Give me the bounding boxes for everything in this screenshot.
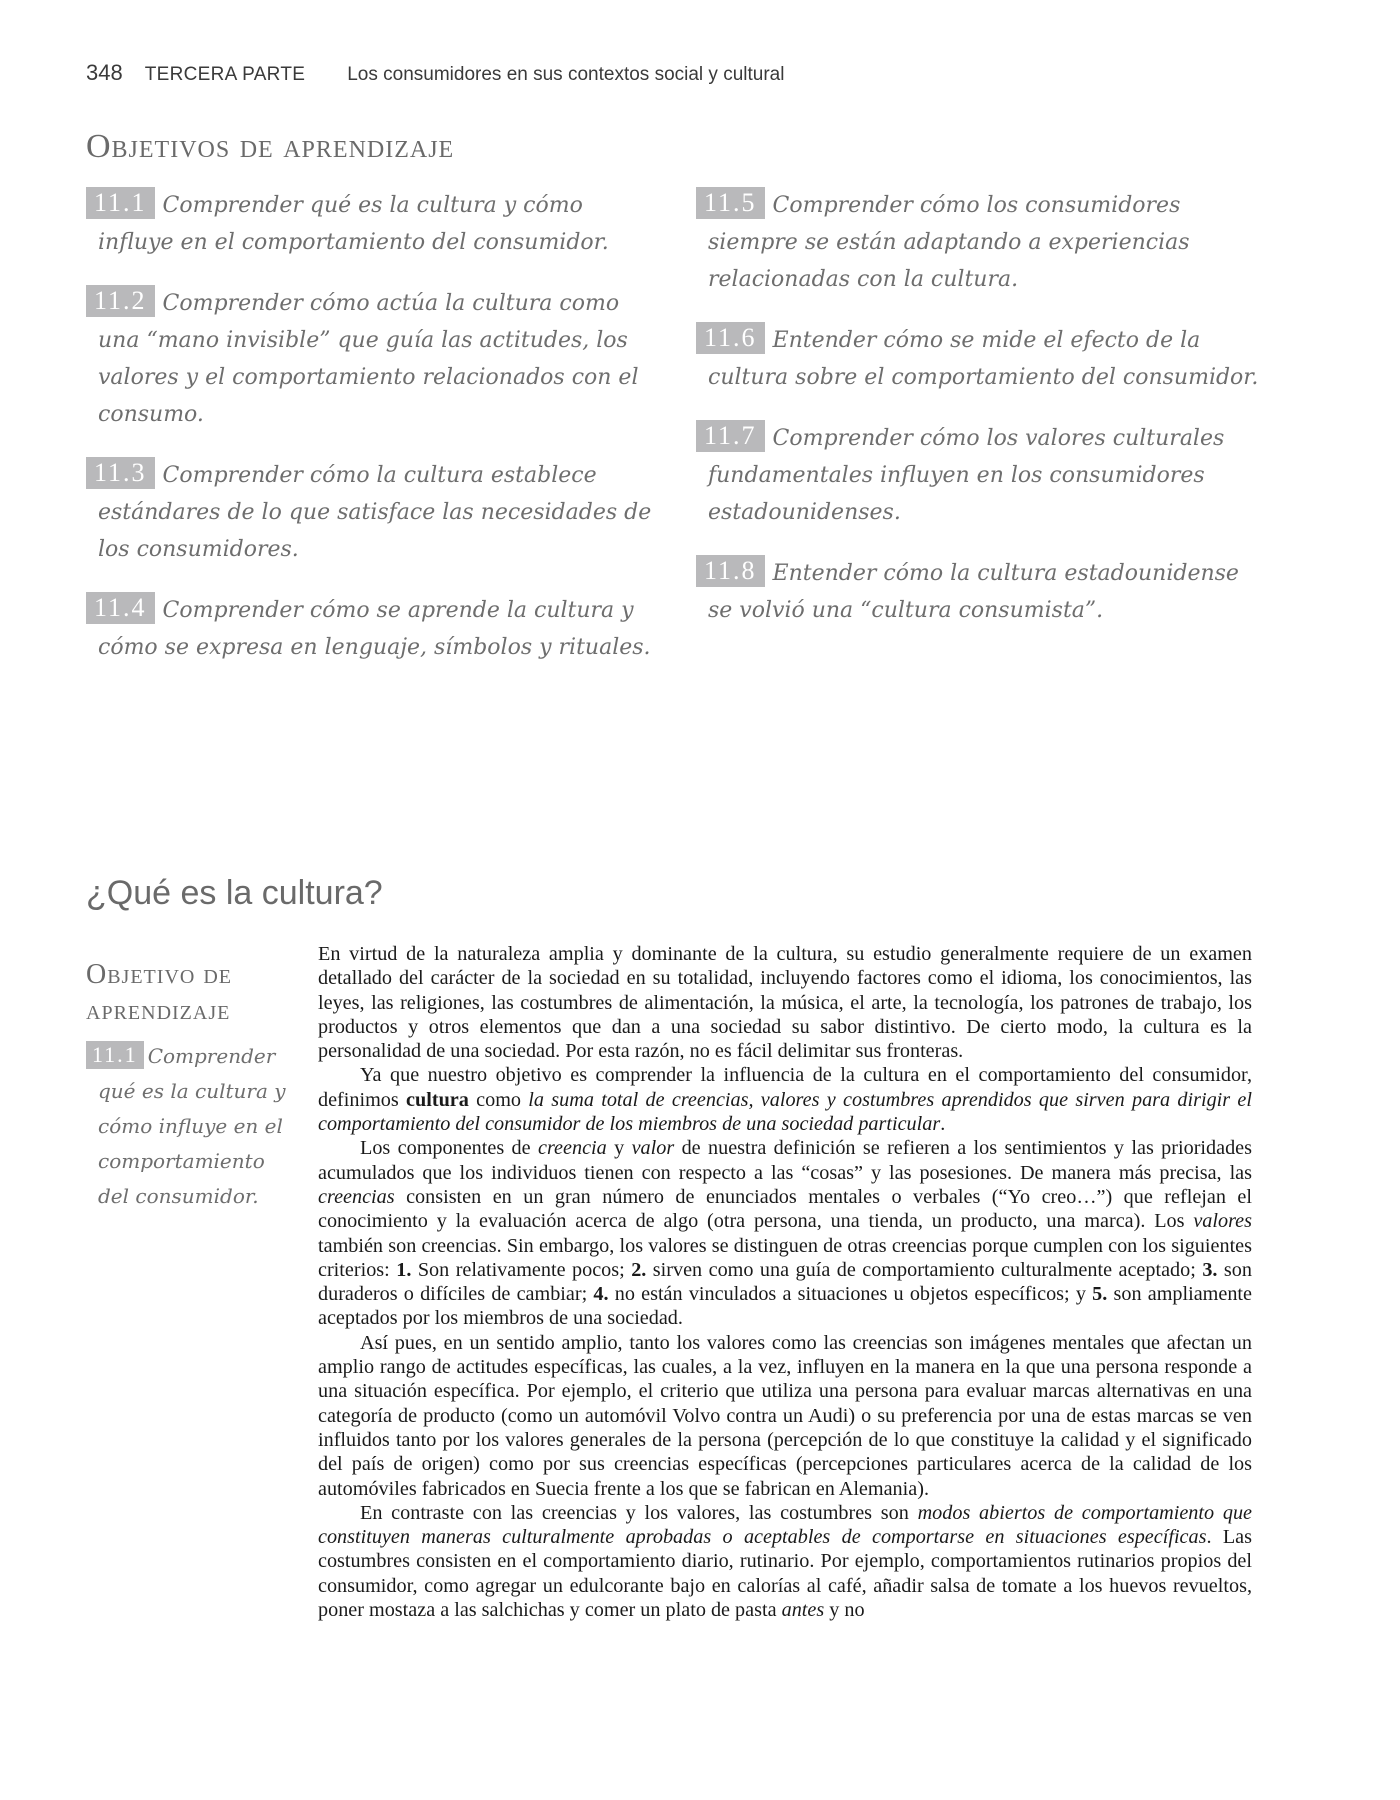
- objective-number-badge: 11.4: [86, 592, 155, 624]
- term-bold: cultura: [406, 1088, 469, 1111]
- list-number: 5.: [1092, 1283, 1108, 1306]
- margin-objective-box: [86, 957, 286, 1214]
- objective-item: [696, 322, 1266, 396]
- objectives-column-right: [696, 187, 1266, 690]
- objective-text: Entender cómo la cultura estadounidense se volvió una “cultura consumista”.: [708, 561, 1239, 623]
- objective-item: [86, 285, 656, 433]
- list-number: 4.: [593, 1283, 609, 1306]
- list-number: 2.: [631, 1258, 647, 1281]
- objective-number-badge: 11.5: [696, 187, 765, 219]
- text-run: y: [606, 1137, 632, 1160]
- objective-item: [86, 187, 656, 261]
- text-run: de nuestra definición se refieren a los sentimientos y las prioridades acumulados que los individuos tienen con respecto a las “cosas” y las posesiones. De manera más precisa, las: [318, 1137, 1252, 1184]
- objective-number-badge: 11.3: [86, 457, 155, 489]
- text-run: como: [468, 1088, 529, 1111]
- term-italic: creencias: [318, 1185, 395, 1208]
- objective-text: Comprender cómo los valores culturales fundamentales influyen en los consumidores estadounidenses.: [708, 426, 1225, 525]
- list-number: 1.: [396, 1258, 412, 1281]
- objective-text: Comprender cómo actúa la cultura como una “mano invisible” que guía las actitudes, los valores y el comportamiento relacionados con el consumo.: [98, 291, 639, 427]
- objective-item: [86, 592, 656, 666]
- objective-number-badge: 11.1: [86, 187, 155, 219]
- objectives-column-left: [86, 187, 656, 690]
- term-italic: creencia: [537, 1137, 607, 1160]
- objective-number-badge: 11.7: [696, 420, 765, 452]
- text-run: y no: [824, 1599, 865, 1622]
- page-number: 348: [86, 60, 123, 85]
- learning-objectives: [86, 187, 1266, 690]
- objective-item: [696, 420, 1266, 531]
- part-label: TERCERA PARTE: [144, 64, 306, 85]
- text-run: consisten en un gran número de enunciados mentales o verbales (“Yo creo…”) que reflejan el conocimiento y la evaluación acerca de algo (otra persona, una tienda, un producto, una marca). Los: [318, 1185, 1252, 1233]
- objective-text: Comprender cómo los consumidores siempre se están adaptando a experiencias relacionadas con la cultura.: [708, 193, 1190, 292]
- objective-number-badge: 11.2: [86, 285, 155, 317]
- list-number: 3.: [1202, 1258, 1218, 1281]
- text-run: Son relativamente pocos;: [411, 1258, 632, 1281]
- paragraph-3: [318, 1136, 1252, 1330]
- text-run: son duraderos o difíciles de cambiar;: [318, 1258, 1252, 1306]
- text-run: .: [940, 1113, 946, 1136]
- definition-italic: modos abiertos de comportamiento que constituyen maneras culturalmente aprobadas o aceptables de comportarse en situaciones específicas: [318, 1501, 1252, 1549]
- objectives-heading: Objetivos de aprendizaje: [86, 128, 455, 165]
- objective-text: Comprender cómo la cultura establece estándares de lo que satisface las necesidades de los consumidores.: [98, 463, 652, 562]
- margin-objective-text: Comprender qué es la cultura y cómo influye en el comportamiento del consumidor.: [98, 1044, 286, 1208]
- objective-item: [696, 555, 1266, 629]
- objective-text: Comprender qué es la cultura y cómo influye en el comportamiento del consumidor.: [98, 193, 609, 255]
- paragraph-1: En virtud de la naturaleza amplia y dominante de la cultura, su estudio generalmente requiere de un examen detallado del carácter de la sociedad en su totalidad, incluyendo factores como el idioma, los conocimientos, las leyes, las religiones, las costumbres de alimentación, la música, el arte, la tecnología, los patrones de trabajo, los productos y otros elementos que dan a una sociedad su sabor distintivo. De cierto modo, la cultura es la personalidad de una sociedad. Por esta razón, no es fácil delimitar sus fronteras.: [318, 943, 1252, 1063]
- text-run: no están vinculados a situaciones u objetos específicos; y: [608, 1283, 1093, 1306]
- section-title: ¿Qué es la cultura?: [86, 874, 383, 912]
- text-run: también son creencias. Sin embargo, los valores se distinguen de otras creencias porque cumplen con los siguientes criterios:: [318, 1234, 1252, 1281]
- margin-objective: [86, 1039, 286, 1214]
- objective-item: [86, 457, 656, 568]
- term-italic: valores: [1193, 1210, 1252, 1233]
- definition-italic: la suma total de creencias, valores y costumbres aprendidos que sirven para dirigir el comportamiento del consumidor de los miembros de una sociedad particular: [318, 1088, 1252, 1136]
- margin-heading: Objetivo de aprendizaje: [86, 959, 232, 1026]
- term-italic: antes: [781, 1599, 825, 1622]
- objective-number-badge: 11.1: [86, 1041, 144, 1069]
- objective-text: Comprender cómo se aprende la cultura y cómo se expresa en lenguaje, símbolos y rituales.: [98, 598, 651, 660]
- paragraph-2: [318, 1063, 1252, 1136]
- text-run: sirven como una guía de comportamiento culturalmente aceptado;: [646, 1258, 1203, 1281]
- text-run: Los componentes de: [360, 1137, 538, 1160]
- objective-number-badge: 11.8: [696, 555, 765, 587]
- term-italic: valor: [631, 1137, 675, 1160]
- paragraph-5: [318, 1501, 1252, 1622]
- text-run: Ya que nuestro objetivo es comprender la influencia de la cultura en el comportamiento del consumidor, definimos: [318, 1064, 1252, 1111]
- running-head: [86, 60, 784, 86]
- text-run: En contraste con las creencias y los valores, las costumbres son: [360, 1501, 918, 1524]
- paragraph-4: Así pues, en un sentido amplio, tanto los valores como las creencias son imágenes mentales que afectan un amplio rango de actitudes específicas, las cuales, a la vez, influyen en la manera en la que una persona responde a una situación específica. Por ejemplo, el criterio que utiliza una persona para evaluar marcas alternativas en una categoría de producto (como un automóvil Volvo contra un Audi) o su preferencia por una de estas marcas se ven influidos tanto por los valores generales de la persona (percepción de lo que constituye la calidad y el significado del país de origen) como por sus creencias específicas (percepciones particulares acerca de la calidad de los automóviles fabricados en Suecia frente a los que se fabrican en Alemania).: [318, 1331, 1252, 1500]
- running-title: Los consumidores en sus contextos social y cultural: [347, 64, 785, 85]
- objective-text: Entender cómo se mide el efecto de la cultura sobre el comportamiento del consumidor.: [708, 328, 1259, 390]
- text-run: . Las costumbres consisten en el comportamiento diario, rutinario. Por ejemplo, comportamientos rutinarios propios del consumidor, como agregar un edulcorante bajo en calorías al café, añadir salsa de tomate a los huevos revueltos, poner mostaza a las salchichas y comer un plato de pasta: [318, 1526, 1252, 1622]
- text-run: son ampliamente aceptados por los miembros de una sociedad.: [318, 1283, 1253, 1330]
- objective-item: [696, 187, 1266, 298]
- objective-number-badge: 11.6: [696, 322, 765, 354]
- body-text: [318, 942, 1252, 1622]
